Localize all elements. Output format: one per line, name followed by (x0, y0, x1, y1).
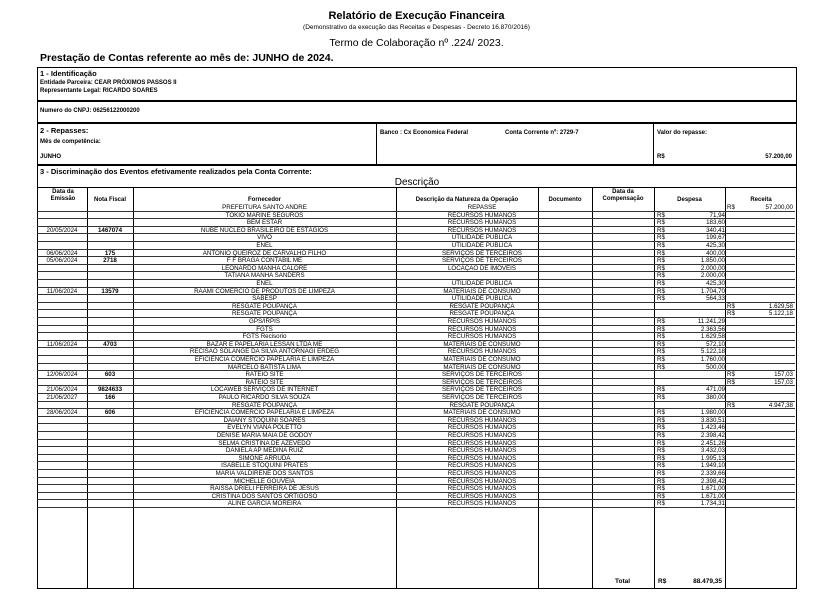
table-row (37, 356, 795, 364)
cell-nota-fiscal: 603 (104, 371, 116, 379)
cell-natureza: RECURSOS HUMANOS (447, 462, 517, 470)
table-row (37, 447, 795, 455)
cell-despesa: 199,67 (706, 234, 725, 242)
cell-nota-fiscal: 1467074 (97, 226, 123, 234)
table-row (37, 265, 795, 273)
cell-natureza: RECURSOS HUMANOS (447, 226, 517, 234)
cell-despesa-currency: R$ (657, 432, 665, 439)
representante-legal: Representante Legal: RICARDO SOARES (40, 88, 158, 94)
cell-natureza: RECURSOS HUMANOS (447, 485, 517, 493)
cell-despesa: 1.760,00 (700, 356, 725, 363)
cell-despesa: 2.363,56 (700, 325, 725, 333)
cell-fornecedor: LOCAWEB SERVIÇOS DE INTERNET (210, 386, 319, 394)
cell-natureza: UTILIDADE PUBLICA (451, 280, 513, 287)
identificacao-label: 1 - Identificação (40, 69, 97, 78)
cell-fornecedor: ALINE GARCIA MOREIRA (227, 500, 302, 508)
cell-despesa-currency: R$ (657, 280, 665, 287)
cell-fornecedor: MARIA VALDIRENE DOS SANTOS (215, 470, 314, 477)
cell-despesa: 11.241,29 (697, 318, 725, 325)
cell-natureza: RECURSOS HUMANOS (447, 348, 517, 356)
cell-despesa: 425,30 (706, 280, 725, 287)
cell-despesa-currency: R$ (657, 249, 665, 257)
table-row (37, 295, 795, 303)
cell-nota-fiscal: 166 (104, 394, 116, 401)
table-row (37, 386, 795, 394)
cell-date: 21/06/2024 (46, 386, 78, 394)
table-row (37, 341, 795, 349)
cell-natureza: RECURSOS HUMANOS (447, 424, 517, 432)
cell-receita: 1.629,58 (768, 302, 793, 310)
cell-natureza: MATERIAIS DE CONSUMO (443, 363, 521, 371)
cell-nota-fiscal: 9824633 (97, 386, 123, 394)
cell-despesa: 500,00 (706, 363, 725, 371)
valor-repasse-label: Valor do repasse: (657, 130, 708, 136)
table-row (37, 402, 795, 410)
table-row (37, 371, 795, 379)
cell-despesa: 3.830,51 (700, 416, 725, 424)
table-row (37, 470, 795, 478)
cell-despesa-currency: R$ (657, 386, 665, 394)
cell-nota-fiscal: 4703 (103, 340, 117, 348)
cell-fornecedor: ENEL (256, 280, 273, 287)
cell-fornecedor: RATEIO SITE (245, 371, 284, 379)
cell-natureza: RECURSOS HUMANOS (447, 477, 517, 485)
cell-fornecedor: ENEL (256, 242, 273, 249)
descricao-title: Descrição (394, 177, 440, 188)
cell-fornecedor: LEONARDO MANHA CALORE (221, 264, 308, 272)
cell-fornecedor: MARCELO BATISTA LIMA (227, 363, 301, 371)
cell-despesa-currency: R$ (657, 325, 665, 333)
cell-natureza: SERVIÇOS DE TERCEIROS (442, 386, 522, 394)
cell-despesa-currency: R$ (657, 219, 665, 227)
cell-natureza: MATERIAIS DE CONSUMO (443, 287, 521, 295)
cell-date: 12/06/2024 (46, 371, 78, 379)
cell-despesa: 471,09 (706, 386, 725, 394)
cell-natureza: RECURSOS HUMANOS (447, 416, 517, 424)
cell-fornecedor: RESGATE POUPANÇA (231, 401, 298, 409)
table-row (37, 417, 795, 425)
cell-despesa: 380,00 (706, 394, 725, 401)
banco: Banco : Cx Economica Federal (380, 130, 469, 136)
cell-despesa-currency: R$ (657, 485, 665, 493)
cell-despesa-currency: R$ (657, 470, 665, 477)
cell-despesa-currency: R$ (657, 348, 665, 356)
cell-despesa: 2.398,42 (700, 477, 725, 485)
cell-nota-fiscal: 175 (104, 249, 116, 257)
cell-despesa-currency: R$ (657, 424, 665, 432)
cell-fornecedor: RAAMI COMERCIO DE PRODUTOS DE LIMPEZA (194, 287, 335, 295)
cell-fornecedor: TATIANA MANHA SANDERS (224, 272, 305, 280)
table-row (37, 288, 795, 296)
cell-fornecedor: BEM ESTAR (246, 219, 283, 227)
cell-natureza: RECURSOS HUMANOS (447, 447, 517, 455)
cell-fornecedor: VIVO (257, 234, 272, 242)
repasses-label: 2 - Repasses: (40, 126, 89, 135)
cell-fornecedor: FGTS (256, 325, 273, 333)
table-row (37, 326, 795, 334)
cnpj-box (37, 101, 797, 123)
cell-fornecedor: ANTONIO QUEIROZ DE CARVALHO FILHO (202, 249, 327, 257)
cell-fornecedor: TOKIO MARINE SEGUROS (225, 211, 304, 219)
cell-despesa: 2.339,66 (700, 470, 725, 477)
cell-fornecedor: FGTS Recisorio (242, 333, 287, 341)
table-row (37, 478, 795, 486)
cell-fornecedor: EVELYN VIANA POLETTO (227, 424, 302, 432)
total-label: Total (615, 578, 631, 585)
cell-receita: 5.122,18 (768, 310, 793, 318)
cell-natureza: REPASSE (467, 204, 497, 211)
cell-despesa-currency: R$ (657, 272, 665, 280)
total-currency: R$ (658, 578, 667, 585)
table-row (37, 462, 795, 470)
cell-natureza: UTILIDADE PUBLICA (451, 295, 513, 303)
table-row (37, 250, 795, 258)
table-row (37, 379, 795, 387)
cell-despesa: 1.980,00 (700, 409, 725, 417)
col-fornecedor: Fornecedor (247, 197, 281, 203)
cell-date: 11/06/2024 (46, 287, 78, 295)
table-row (37, 242, 795, 250)
table-row (37, 500, 795, 508)
cell-despesa-currency: R$ (657, 462, 665, 470)
table-row (37, 280, 795, 288)
cell-receita-currency: R$ (727, 204, 735, 211)
cell-natureza: MATERIAIS DE CONSUMO (443, 340, 521, 348)
cell-despesa-currency: R$ (657, 318, 665, 325)
cell-natureza: RESGATE POUPANÇA (449, 310, 515, 318)
cell-despesa: 400,00 (706, 249, 725, 257)
cell-despesa: 1.995,13 (700, 454, 725, 462)
cell-natureza: RECURSOS HUMANOS (447, 219, 517, 227)
cell-fornecedor: PREFEITURA SANTO ANDRE (222, 204, 307, 211)
cell-nota-fiscal: 2718 (103, 257, 117, 265)
table-row (37, 485, 795, 493)
table-row (37, 272, 795, 280)
cell-receita-currency: R$ (727, 371, 735, 379)
table-row (37, 348, 795, 356)
table-row (37, 432, 795, 440)
cell-despesa: 1.850,00 (700, 257, 725, 265)
cell-despesa: 2.398,42 (700, 432, 725, 439)
table-row (37, 333, 795, 341)
table-row (37, 394, 795, 402)
cell-fornecedor: NUBE NUCLEO BRASILEIRO DE ESTÁGIOS (200, 226, 329, 234)
cell-receita: 4.947,38 (768, 401, 793, 409)
cell-despesa: 340,41 (706, 226, 725, 234)
cell-receita: 157,03 (774, 371, 793, 379)
cell-despesa-currency: R$ (657, 211, 665, 219)
cell-date: 11/06/2024 (46, 340, 78, 348)
cell-despesa: 1.671,00 (700, 492, 725, 500)
table-row (37, 364, 795, 372)
cell-despesa-currency: R$ (657, 363, 665, 371)
table-row (37, 219, 795, 227)
cell-despesa-currency: R$ (657, 340, 665, 348)
cell-receita: 57.200,00 (765, 204, 793, 211)
prestacao-contas: Prestação de Contas referente ao mês de: JUNHO de 2024. (40, 52, 334, 64)
cell-fornecedor: RESGATE POUPANÇA (231, 302, 298, 310)
cell-despesa-currency: R$ (657, 295, 665, 303)
cell-natureza: RECURSOS HUMANOS (447, 439, 517, 447)
cell-date: 05/06/2024 (46, 257, 78, 265)
col-data-compensacao: Data da Compensação (602, 189, 644, 202)
cell-natureza: LOCAÇÃO DE IMOVEIS (447, 264, 517, 272)
cell-receita: 157,03 (774, 378, 793, 386)
cell-fornecedor: RECISAO SOLANGE DA SILVA ANTORNAGI ERDEG (189, 348, 340, 356)
cell-despesa: 572,10 (706, 340, 725, 348)
cell-fornecedor: CRISTINA DOS SANTOS ORTIGOSO (211, 492, 318, 500)
cell-despesa: 2.451,26 (700, 439, 725, 447)
col-data-emissao: Data da Emissão (50, 189, 76, 202)
cell-natureza: RESGATE POUPANÇA (449, 302, 515, 310)
cell-natureza: RECURSOS HUMANOS (447, 470, 517, 477)
cell-despesa: 1.423,46 (700, 424, 725, 432)
cell-natureza: UTILIDADE PUBLICA (451, 242, 513, 249)
table-row (37, 234, 795, 242)
cell-natureza: SERVIÇOS DE TERCEIROS (442, 371, 522, 379)
table-row (37, 257, 795, 265)
cell-fornecedor: PAULO RICARDO SILVA SOUZA (218, 394, 311, 401)
cell-natureza: SERVIÇOS DE TERCEIROS (442, 378, 522, 386)
cell-despesa: 2.000,00 (700, 272, 725, 280)
table-row (37, 424, 795, 432)
mes-competencia-label: Mês de competência: (40, 139, 101, 145)
cell-despesa-currency: R$ (657, 439, 665, 447)
cell-natureza: RESGATE POUPANÇA (449, 401, 515, 409)
valor-repasse-currency: R$ (657, 154, 665, 160)
cell-natureza: RECURSOS HUMANOS (447, 500, 517, 508)
cell-natureza: MATERIAIS DE CONSUMO (443, 356, 521, 363)
cell-despesa-currency: R$ (657, 447, 665, 455)
cell-despesa-currency: R$ (657, 454, 665, 462)
cnpj: Numero do CNPJ: 06256122000200 (40, 108, 140, 114)
cell-natureza: RECURSOS HUMANOS (447, 318, 517, 325)
cell-natureza: SERVIÇOS DE TERCEIROS (442, 257, 522, 265)
cell-despesa-currency: R$ (657, 409, 665, 417)
cell-despesa-currency: R$ (657, 264, 665, 272)
table-row (37, 204, 795, 212)
cell-despesa-currency: R$ (657, 394, 665, 401)
table-row (37, 318, 795, 326)
cell-despesa: 564,33 (706, 295, 725, 303)
cell-fornecedor: EFICIENCIA COMERCIO PAPELARIA E LIMPEZA (194, 409, 335, 417)
cell-receita-currency: R$ (727, 401, 735, 409)
conta-corrente: Conta Corrente nº: 2729-7 (505, 130, 579, 136)
report-title: Relatório de Execução Financeira (328, 10, 505, 22)
cell-natureza: RECURSOS HUMANOS (447, 454, 517, 462)
cell-despesa-currency: R$ (657, 242, 665, 249)
cell-despesa: 1.704,70 (700, 287, 725, 295)
cell-fornecedor: DANIELA AP MEDINA RUIZ (225, 447, 304, 455)
cell-fornecedor: F F BRAGA CONTABIL ME (226, 257, 303, 265)
cell-despesa: 1.629,58 (700, 333, 725, 341)
col-natureza: Descrição da Natureza da Operação (415, 197, 519, 203)
table-row (37, 440, 795, 448)
cell-fornecedor: DAIANY STOQUINI SOARES (223, 416, 306, 424)
table-row (37, 212, 795, 220)
table-row (37, 493, 795, 501)
cell-fornecedor: SIMONE ARRUDA (238, 454, 291, 462)
cell-fornecedor: MICHELLE GOUVEIA (234, 477, 295, 485)
cell-despesa-currency: R$ (657, 226, 665, 234)
table-row (37, 303, 795, 311)
cell-despesa-currency: R$ (657, 477, 665, 485)
cell-despesa: 1.671,00 (700, 485, 725, 493)
cell-despesa: 1.949,10 (700, 462, 725, 470)
cell-despesa: 3.432,03 (700, 447, 725, 455)
col-nota-fiscal: Nota Fiscal (93, 197, 126, 203)
cell-receita-currency: R$ (727, 302, 735, 310)
cell-natureza: SERVIÇOS DE TERCEIROS (442, 394, 522, 401)
table-row (37, 409, 795, 417)
cell-despesa: 71,94 (709, 211, 725, 219)
cell-natureza: MATERIAIS DE CONSUMO (443, 409, 521, 417)
cell-natureza: UTILIDADE PUBLICA (451, 234, 513, 242)
cell-fornecedor: RESGATE POUPANÇA (231, 310, 298, 318)
report-subtitle: (Demonstrativo da execução das Receitas e Despesas - Decreto 16.870/2016) (303, 24, 530, 31)
cell-fornecedor: GPS/IRPIS (249, 318, 280, 325)
cell-fornecedor: BAZAR E PAPELARIA LESSAN LTDA ME (206, 340, 323, 348)
cell-fornecedor: SELMA CRISTINA DE AZEVEDO (218, 439, 311, 447)
discriminacao-label: 3 - Discriminação dos Eventos efetivamente realizados pela Conta Corrente: (40, 167, 312, 176)
valor-repasse: 57.200,00 (765, 154, 792, 160)
col-despesa: Despesa (677, 197, 702, 203)
cell-despesa-currency: R$ (657, 500, 665, 508)
cell-receita-currency: R$ (727, 378, 735, 386)
col-documento: Documento (548, 197, 582, 203)
cell-date: 20/05/2024 (46, 226, 78, 234)
col-receita: Receita (750, 197, 772, 203)
mes-competencia-value: JUNHO (40, 154, 62, 160)
cell-date: 28/06/2024 (46, 409, 78, 417)
cell-date: 06/06/2024 (46, 249, 78, 257)
cell-natureza: RECURSOS HUMANOS (447, 325, 517, 333)
cell-natureza: RECURSOS HUMANOS (447, 432, 517, 439)
termo-colaboracao: Termo de Colaboração nº .224/ 2023. (329, 37, 504, 49)
cell-receita-currency: R$ (727, 310, 735, 318)
cell-natureza: RECURSOS HUMANOS (447, 333, 517, 341)
cell-despesa-currency: R$ (657, 492, 665, 500)
total-value: 88.479,35 (693, 578, 722, 585)
cell-despesa: 2.000,00 (700, 264, 725, 272)
cell-nota-fiscal: 606 (104, 409, 116, 417)
cell-despesa: 425,30 (706, 242, 725, 249)
cell-fornecedor: RATEIO SITE (245, 378, 284, 386)
cell-natureza: RECURSOS HUMANOS (447, 492, 517, 500)
cell-natureza: SERVIÇOS DE TERCEIROS (442, 249, 522, 257)
cell-despesa-currency: R$ (657, 234, 665, 242)
table-row (37, 227, 795, 235)
cell-despesa: 5.122,18 (700, 348, 725, 356)
cell-fornecedor: EFICIENCIA COMERCIO PAPELARIA E LIMPEZA (194, 356, 335, 363)
cell-fornecedor: RAISSA DRIELI FERREIRA DE JESUS (210, 485, 319, 493)
cell-nota-fiscal: 13579 (101, 287, 119, 295)
entidade-parceira: Entidade Parceira: CEAR PRÓXIMOS PASSOS II (40, 80, 177, 86)
cell-date: 21/06/2027 (46, 394, 78, 401)
table-row (37, 310, 795, 318)
cell-despesa-currency: R$ (657, 416, 665, 424)
cell-despesa-currency: R$ (657, 287, 665, 295)
cell-despesa: 1.734,31 (700, 500, 725, 508)
cell-natureza: RECURSOS HUMANOS (447, 211, 517, 219)
table-row (37, 455, 795, 463)
cell-fornecedor: SABESP (252, 295, 277, 303)
cell-fornecedor: ISABELLE STOQUINI PRATES (221, 462, 308, 470)
cell-despesa-currency: R$ (657, 333, 665, 341)
cell-despesa-currency: R$ (657, 356, 665, 363)
cell-fornecedor: DENISE MARIA MAIA DE GODOY (216, 432, 313, 439)
cell-despesa: 183,60 (706, 219, 725, 227)
cell-despesa-currency: R$ (657, 257, 665, 265)
